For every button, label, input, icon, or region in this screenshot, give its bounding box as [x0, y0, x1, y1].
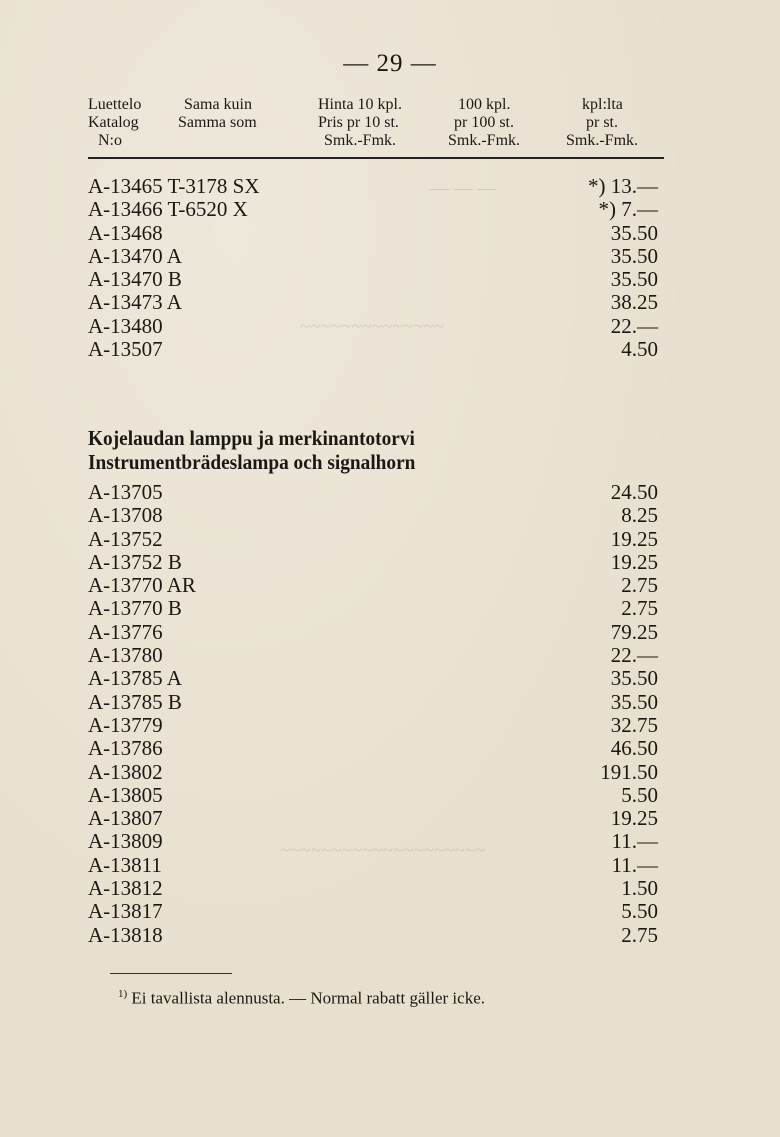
table-row: A-13465 T-3178 SX *) 13.—: [88, 174, 658, 198]
table-row: A-13470 A 35.50: [88, 243, 658, 268]
table-row: A-13470 B 35.50: [88, 267, 658, 292]
table-row: A-13770 AR 2.75: [88, 573, 658, 598]
table-row: A-13776 79.25: [88, 619, 658, 644]
table-row: A-13705 24.50: [88, 480, 658, 504]
table-row: A-13805 5.50: [88, 782, 658, 807]
table-row: A-13473 A 38.25: [88, 290, 658, 315]
table-row: A-13752 19.25: [88, 526, 658, 551]
table-row: A-13809 11.—: [88, 829, 658, 854]
table-row: A-13507 4.50: [88, 337, 658, 362]
parts-list-b: [88, 481, 658, 947]
column-header-same-as: Sama kuin Samma som: [178, 96, 257, 131]
table-row: A-13752 B 19.25: [88, 549, 658, 574]
parts-list-a: [88, 175, 658, 361]
table-row: A-13817 5.50: [88, 899, 658, 924]
page-number: — 29 —: [343, 50, 437, 77]
table-row: A-13807 19.25: [88, 806, 658, 831]
footnote: [118, 988, 485, 1009]
column-header-catalog: Luettelo Katalog N:o: [88, 96, 142, 149]
table-row: A-13468 35.50: [88, 220, 658, 245]
header-rule: [88, 157, 664, 159]
column-header-price-100: 100 kpl. pr 100 st. Smk.-Fmk.: [448, 96, 521, 149]
table-row: A-13818 2.75: [88, 922, 658, 947]
section-title: Kojelaudan lamppu ja merkinantotorvi Instrumentbrädeslampa och signalhorn: [88, 426, 416, 474]
table-row: A-13812 1.50: [88, 876, 658, 901]
footnote-text: Ei tavallista alennusta. — Normal rabatt gäller icke.: [131, 988, 485, 1008]
table-row: A-13811 11.—: [88, 852, 658, 877]
table-row: A-13770 B 2.75: [88, 596, 658, 621]
table-row: A-13785 A 35.50: [88, 666, 658, 691]
table-row: A-13466 T-6520 X *) 7.—: [88, 197, 658, 222]
table-row: A-13786 46.50: [88, 736, 658, 761]
column-header-price-each: kpl:lta pr st. Smk.-Fmk.: [566, 96, 639, 149]
table-row: A-13785 B 35.50: [88, 689, 658, 714]
table-row: A-13480 22.—: [88, 313, 658, 338]
column-header-price-10: Hinta 10 kpl. Pris pr 10 st. Smk.-Fmk.: [318, 96, 402, 149]
footnote-mark: 1): [118, 988, 128, 1000]
bleed-through: — — —: [430, 178, 497, 199]
catalog-page: — 29 — Luettelo Katalog N:o Sama kuin Samma som Hinta 10 kpl. Pris pr 10 st. Smk.-Fmk. 100 kpl. pr 100 st. Smk.-Fmk. kpl:lta pr st. Smk.-Fmk. — — — ~~~~~~~~~~~~~~ ~~~~~~~~~~~~~~~~~~~~ A-13465 T-3178 SX *) 13.— A-13466 T-6520 X *) 7.— A-13468 35.50 A-13470 A 35.50 A-13470 B 35.50 A-13473 A 38.25 A-13480 22.— A-13507 4.50 Kojelaudan lamppu ja merkinantotorvi Instrumentbrädeslampa och signalhorn A-13705 24.50 A-13708 8.25 A-13752 19.25 A-13752 B 19.25 A-13770 AR 2.75 A-13770 B 2.75 A-13776 79.25 A-13780 22.— A-13785 A 35.50 A-13785 B 35.50 A-13779 32.75 A-13786 46.50 A-13802 191.50 A-13805 5.50 A-13807 19.25 A-13809 11.— A-13811 11.— A-13812 1.50 A-13817 5.50 A-13818 2.75 $^{1)}$ Ei tavallista alennusta. — Normal rabatt gäller icke.: [0, 0, 780, 1137]
table-row: A-13708 8.25: [88, 503, 658, 528]
table-row: A-13802 191.50: [88, 759, 658, 784]
footnote-rule: [110, 973, 232, 974]
table-row: A-13779 32.75: [88, 712, 658, 737]
table-row: A-13780 22.—: [88, 643, 658, 668]
